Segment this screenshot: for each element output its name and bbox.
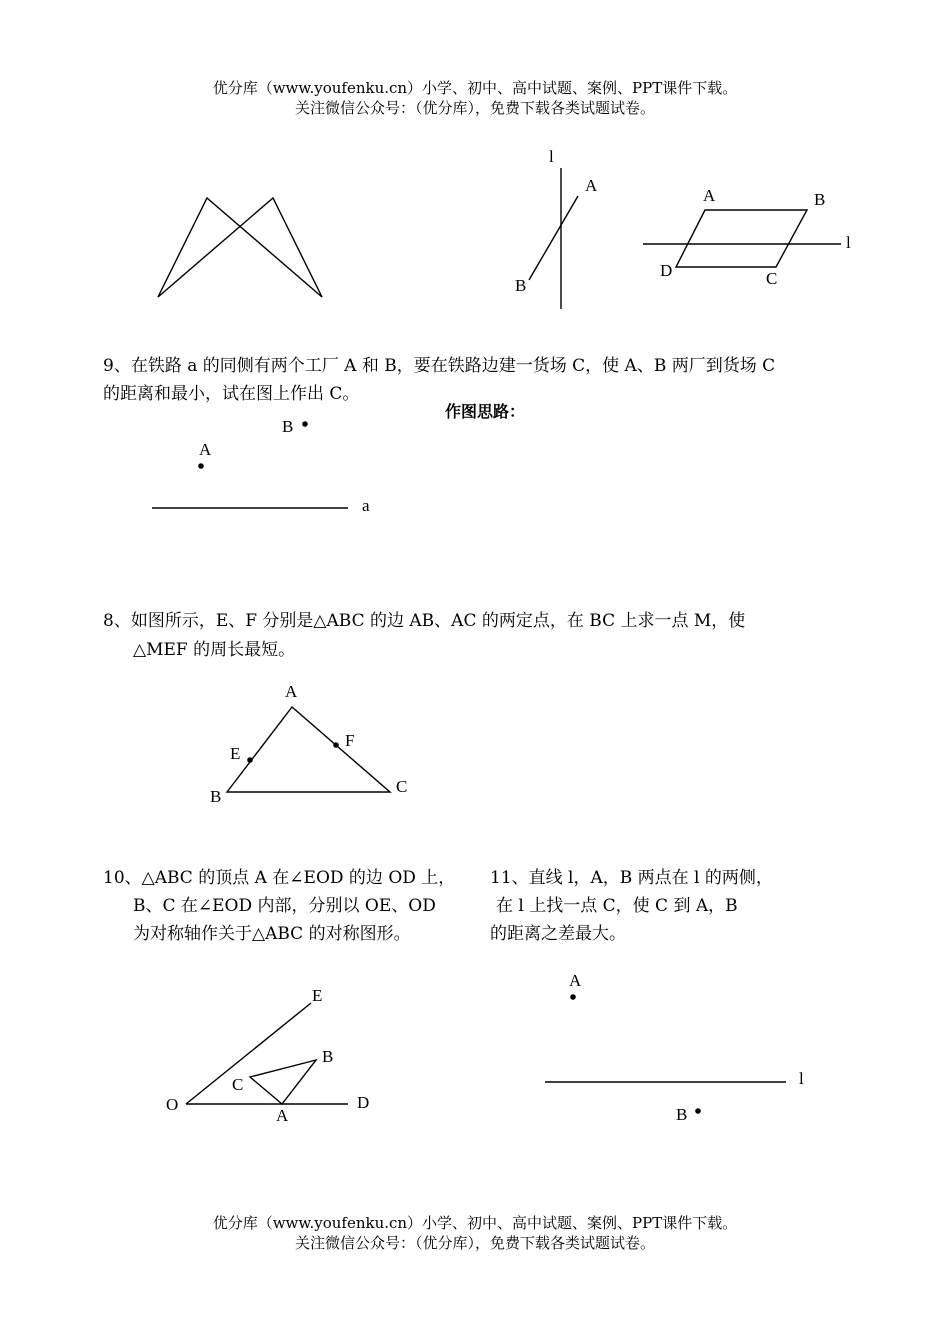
q8-triangle <box>227 707 390 792</box>
footer-line-1: 优分库（www.youfenku.cn）小学、初中、高中试题、案例、PPT课件下载。 <box>212 1214 738 1232</box>
q10-label-e: E <box>312 986 323 1005</box>
q10-text-line-3: 为对称轴作关于△ABC 的对称图形。 <box>133 924 411 944</box>
q10-text-line-2: B、C 在∠EOD 内部，分别以 OE、OD <box>133 896 436 916</box>
q10-ray-oe <box>186 1003 311 1104</box>
q11-text-line-3: 的距离之差最大。 <box>490 924 626 944</box>
q11-point-b-dot <box>695 1108 701 1114</box>
q9-point-a-dot <box>198 463 204 469</box>
fig2-segment-ab <box>529 196 578 280</box>
q8-point-f-dot <box>333 742 339 748</box>
q10-label-a: A <box>276 1106 289 1125</box>
q8-label-a: A <box>285 682 298 701</box>
header-line-2: 关注微信公众号：（优分库），免费下载各类试题试卷。 <box>294 99 655 117</box>
fig3-label-c: C <box>766 269 778 288</box>
q11-label-b: B <box>676 1105 688 1124</box>
header-line-1: 优分库（www.youfenku.cn）小学、初中、高中试题、案例、PPT课件下载。 <box>212 79 738 97</box>
q10-triangle <box>250 1060 316 1104</box>
q11-line-label: l <box>799 1069 804 1088</box>
q10-text-line-1: 10、△ABC 的顶点 A 在∠EOD 的边 OD 上， <box>103 868 456 888</box>
q11-point-a-dot <box>570 994 576 1000</box>
q9-label-b: B <box>282 417 294 436</box>
q8-label-e: E <box>230 744 241 763</box>
q8-text-line-2: △MEF 的周长最短。 <box>133 640 296 660</box>
q8-label-b: B <box>210 787 222 806</box>
q9-point-b-dot <box>302 421 308 427</box>
q10-label-b: B <box>322 1047 334 1066</box>
fig3-line-label: l <box>846 233 851 252</box>
fig3-label-a: A <box>703 186 716 205</box>
fig2-line-label: l <box>549 147 554 166</box>
q8-point-e-dot <box>247 757 253 763</box>
q10-label-c: C <box>232 1075 244 1094</box>
q9-text-line-2: 的距离和最小，试在图上作出 C。 <box>103 384 360 404</box>
q8-label-f: F <box>345 731 355 750</box>
fig3-parallelogram <box>676 210 807 267</box>
q11-text-line-2: 在 l 上找一点 C，使 C 到 A，B <box>496 896 738 916</box>
q8-label-c: C <box>396 777 408 796</box>
q9-label-a: A <box>199 440 212 459</box>
footer-line-2: 关注微信公众号：（优分库），免费下载各类试题试卷。 <box>294 1234 655 1252</box>
fig3-label-b: B <box>814 190 826 209</box>
fig3-label-d: D <box>660 261 673 280</box>
q11-text-line-1: 11、直线 l，A，B 两点在 l 的两侧， <box>490 868 773 888</box>
q10-label-o: O <box>166 1095 179 1114</box>
fig2-label-a: A <box>585 176 598 195</box>
q9-text-line-1: 9、在铁路 a 的同侧有两个工厂 A 和 B，要在铁路边建一货场 C，使 A、B 两厂到货场 C <box>103 356 776 376</box>
q9-hint: 作图思路： <box>445 402 526 421</box>
q11-label-a: A <box>569 971 582 990</box>
q10-label-d: D <box>357 1093 370 1112</box>
fig2-label-b: B <box>515 276 527 295</box>
q8-text-line-1: 8、如图所示，E、F 分别是△ABC 的边 AB、AC 的两定点，在 BC 上求一点 M，使 <box>103 611 746 631</box>
q9-line-label: a <box>362 496 370 515</box>
